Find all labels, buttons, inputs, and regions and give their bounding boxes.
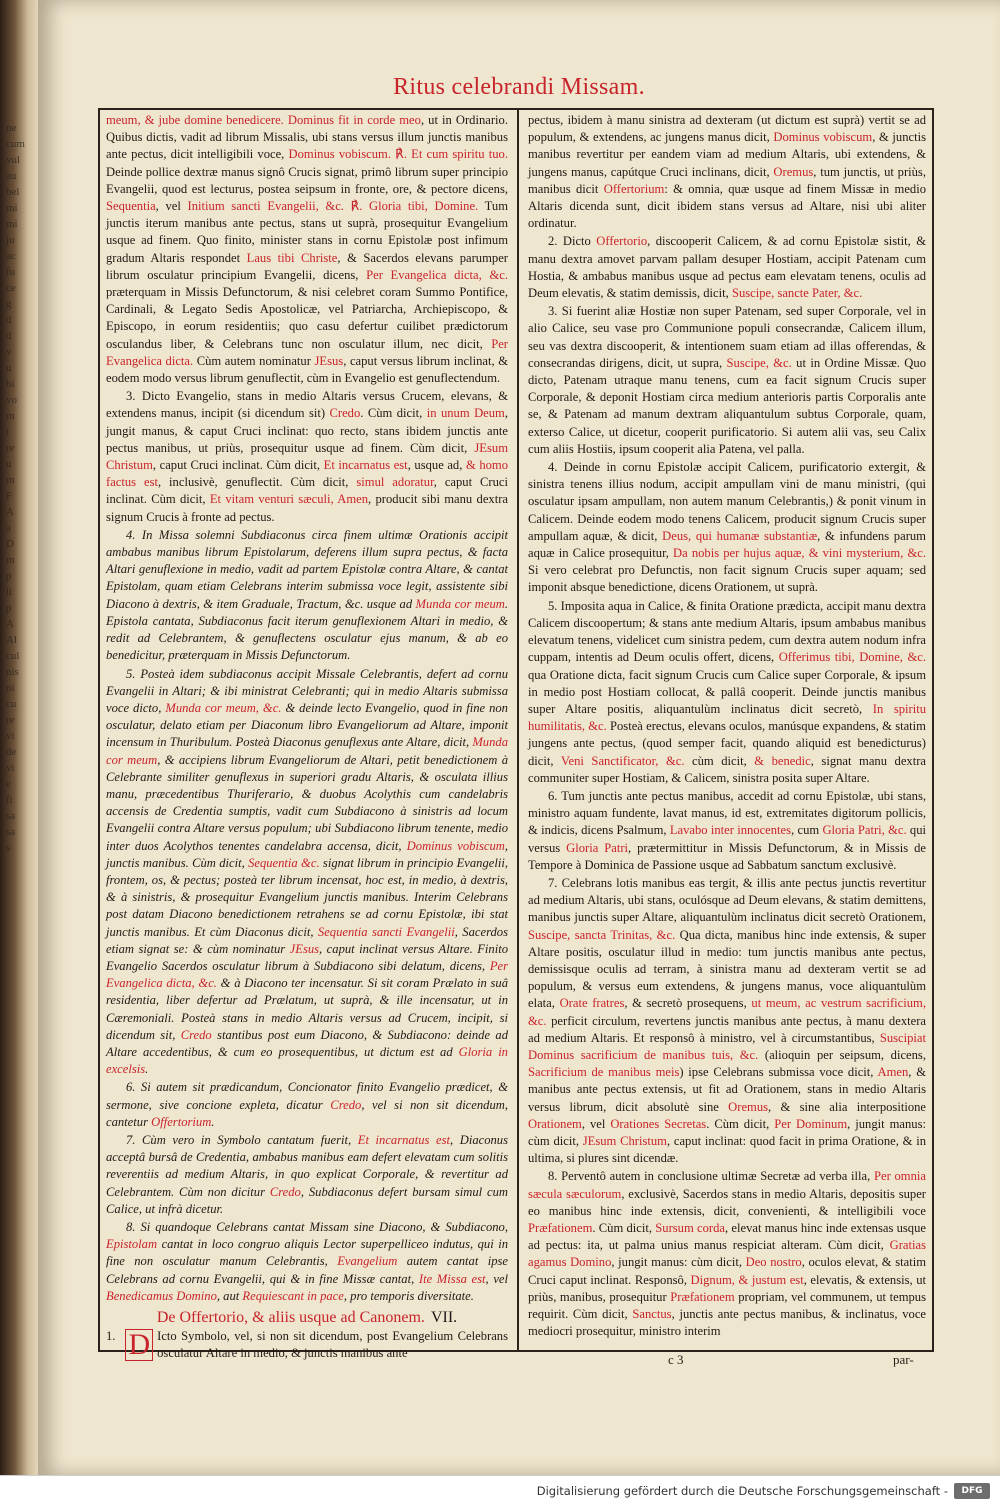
body-text: . Cùm dicit, — [592, 1221, 656, 1235]
rubric-text: Suscipe, sancte Pater, &c. — [731, 286, 863, 301]
rubric-text: Sacrificium de manibus meis — [528, 1065, 680, 1080]
body-text: , caput Cruci inclinat. Cùm dicit, — [152, 458, 324, 473]
rubric-text: Munda cor meum, &c. — [165, 700, 282, 715]
rubric-text: Epistolam — [106, 1237, 158, 1252]
body-text: 6. Si autem sit prædicandum, Concionator finito Evangelio prædicet, & sermone, sive concione expleta, dicatur — [106, 1080, 508, 1112]
body-text: Posteà erectus, elevans oculos, manúsque expandens, & statim jungens ante pectus, (quod semper facit, quando aliquid est benedicturus) dicit, — [528, 719, 926, 768]
book-page — [38, 0, 1000, 1475]
rubric-text: JEsus — [289, 941, 320, 956]
body-text: , vel — [485, 1271, 508, 1286]
rubric-text: ut meum, ac vestrum sacrificium, &c. — [528, 996, 926, 1028]
body-text: , discooperit Calicem, & ad cornu Epistolæ sistit, & manu dextra amovet parvam pallam desuper Hostiam, accipit Patenam cum Hostia, & ambabus manibus usque ad pectus eam elevatam tenens, oculis ad Deum elevatis, & statim demissis, dicit, — [528, 234, 926, 301]
body-text: 8. Si quandoque Celebrans cantat Missam sine Diacono, & Subdiacono, — [126, 1220, 508, 1234]
body-text: , prætermittitur in Missis Defunctorum, & in Missis de Tempore à Dominica de Passione usque ad Sabbatum sanctum exclusivè. — [528, 840, 927, 872]
rubric-text: Et incarnatus est — [357, 1132, 450, 1147]
running-head: Ritus celebrandi Missam. — [393, 74, 645, 100]
rubric-text: Sequentia sancti Evangelii — [317, 924, 455, 939]
body-text: , Sacerdos etiam signat se: & cùm nominatur — [106, 924, 509, 956]
rubric-text: Et incarnatus est — [323, 458, 408, 473]
rubric-text: Per omnia sæcula sæculorum — [528, 1169, 926, 1201]
body-text: , elevatis, & extensis, ut priùs, manibus, prosequitur — [528, 1272, 927, 1304]
body-text: , tum junctis, ut priùs, manibus dicit — [528, 164, 926, 196]
body-text: , jungit manus: cùm dicit, — [611, 1255, 746, 1270]
body-text: , & accipiens librum Evangeliorum de Altari, petit benedictionem à Celebrante similiter genuflexus in superiori gradu Altaris, & osculata illius manu, præcedentibus Thuriferario, & duobus Acolythis cum candelabris accensis de Credentia sumptis, vadit cum Subdiacono à sinistris ad locum Evangelii contra Altare versus populum; ubi Subdiacono librum tenente, medio inter duos Acolythos tenentes candelabra accensa, dicit, — [106, 752, 508, 853]
body-text: , & Sacerdos elevans parumper librum osculatur principium Evangelii, dicens, — [106, 250, 508, 282]
rubric-text: Munda cor meum — [106, 735, 508, 767]
paragraph — [528, 598, 926, 787]
rubric-text: Gratias agamus Domino — [528, 1238, 926, 1270]
body-text: , aut — [216, 1288, 243, 1303]
body-text: , exclusivè, Sacerdos stans in medio Altaris, depositis super eo manibus hinc inde extensis, dicit, convenienti, & intelligibili voce — [528, 1186, 926, 1218]
paragraph — [106, 666, 508, 1079]
body-text: perficit circulum, revertens junctis manibus ante pectus, à manu dextera ad medium Altaris. Et responsô à ministro, vel à circumstantibus, — [528, 1013, 926, 1045]
body-text: , & infundens parum aquæ in Calice prosequitur, — [528, 528, 926, 561]
rubric-text: Oremus — [773, 164, 814, 179]
text-frame — [98, 108, 934, 1362]
paragraph — [106, 1079, 508, 1131]
rubric-text: Dominus vobiscum — [406, 838, 505, 853]
paragraph — [528, 459, 926, 597]
body-text: 3. Si fuerint aliæ Hostiæ non super Patenam, sed super Corporale, vel in alio Calice, seu vase pro Communione populi consecrandæ, Calicem illum, seu vas dextra discooperit, & intentionem suam etiam ad illas offerendas, & consecrandas dirigens, dicit, ut supra, — [528, 304, 926, 370]
footer-credit: Digitalisierung gefördert durch die Deutsche Forschungsgemeinschaft - — [536, 1484, 948, 1498]
body-text: qui versus — [528, 823, 926, 855]
rubric-text: Offertorium — [603, 181, 665, 196]
rubric-text: Munda cor meum — [415, 596, 505, 611]
rubric-text: Orationem — [528, 1116, 582, 1131]
rubric-text: meum, & jube domine benedicere. — [106, 113, 288, 127]
rubric-text: Laus tibi Christe — [246, 250, 338, 265]
rubric-text: Et vitam venturi sæculi, Amen — [209, 492, 369, 507]
rubric-text: Præfationem — [670, 1289, 735, 1304]
paragraph — [528, 788, 926, 874]
body-text: , caput inclinat versus Altare. Finito Evangelio Sacerdos osculatur librum à Subdiacono sibi delatum, dicens, — [106, 941, 508, 973]
body-text: , vel — [155, 199, 188, 214]
body-text: cùm dicit, — [684, 753, 755, 768]
paragraph — [528, 875, 926, 1167]
paragraph — [528, 1168, 926, 1340]
body-text: , inclusivè, genuflectit. Cùm dicit, — [157, 475, 357, 490]
body-text: 8. Perventô autem in conclusione ultimæ Secretæ ad verba illa, — [548, 1169, 874, 1184]
body-text: Deinde pollice dextræ manus signô Crucis signat, primô librum super principio Evangelii, quod est lecturus, postea seipsum in fronte, ore, & pectore dicens, — [106, 164, 508, 196]
paragraph — [106, 1132, 508, 1218]
body-text: , caput versus librum inclinat, & eodem modo versus librum genuflectit, cùm in Evangelio est genuflectendum. — [106, 353, 509, 386]
body-text: præterquam in Missis Defunctorum, & nisi celebret coram Summo Pontifice, Cardinali, & Legato Sedis Apostolicæ, vel Patriarcha, Archiepiscopo, & Episcopo, in eorum residentiis; quo casu defertur cuilibet prædictorum osculandus liber, & Celebrans tunc non osculatur illum, nec dicit, — [106, 285, 508, 351]
rubric-text: Suscipiat Dominus sacrificium de manibus tuis, &c. — [528, 1030, 926, 1062]
rubric-text: Lavabo inter innocentes — [669, 823, 792, 838]
rubric-text: JEsum Christum — [582, 1133, 667, 1148]
body-text: 4. In Missa solemni Subdiaconus circa finem ultimæ Orationis accipit ambabus manibus librum Epistolarum, deferens illum supra pectus, & facta Altari genuflexione in medio, vadit ad partem Epistolæ contra Altare, & cantat Epistolam, quam etiam Celebrans interim submissa voce legit, assistente sibi Diacono à dextris, & item Graduale, Tractum, &c. usque ad — [106, 527, 508, 611]
rubric-text: Dignum, & justum est — [690, 1272, 804, 1287]
body-text: , junctis manibus. Cùm dicit, — [106, 838, 508, 870]
body-text: propriam, vel communem, ut tempus requirit. Cùm dicit, — [528, 1289, 926, 1322]
body-text: 5. Imposita aqua in Calice, & finita Oratione prædicta, accipit manu dextra Calicem discoopertum; & stans ante medium Altaris, ipsum ambabus manibus elevatum tenens, videlicet cum sinistra pedem, cum dextra autem nodum infra cuppam, intentis ad Deum oculis offert, dicens, — [528, 598, 926, 665]
section-title — [106, 1309, 508, 1326]
body-text: autem cantat ipse Celebrans ad cornu Evangelii, qui & in fine Missæ cantat, — [106, 1254, 508, 1286]
body-text: : & omnia, quæ usque ad finem Missæ in medio Altaris dicenda sunt, dicit ibidem stans versus ad Altare, nisi ubi aliter ordinatur. — [528, 181, 926, 231]
rubric-text: Deus, qui humanæ substantiæ — [662, 528, 818, 543]
body-text: 4. Deinde in cornu Epistolæ accipit Calicem, purificatorio extergit, & sinistra tenens illius nodum, accipit ampullam vini de manu ministri, (qui osculatur ipsam ampullam, non autem manum Celebrantis,) & ponit vinum in Calicem. Deinde eodem modo tenens Calicem, producit signum Crucis super ampullam aquæ, & dicit, — [528, 460, 926, 543]
rubric-text: in unum Deum — [426, 406, 505, 421]
rubric-text: Præfationem — [528, 1221, 593, 1235]
paragraph — [106, 1328, 508, 1362]
body-text: , caput Cruci inclinat. Cùm dicit, — [106, 475, 509, 507]
rubric-text: Credo — [269, 1184, 301, 1199]
rubric-text: Sequentia — [106, 199, 156, 214]
rubric-text: & homo factus est — [106, 458, 508, 490]
rubric-text: Per Evangelica dicta, &c. — [106, 958, 508, 991]
footer-bar — [0, 1475, 1000, 1506]
catchword: par- — [893, 1352, 914, 1367]
body-text: , jungit manus, & caput Cruci inclinat: quo recto, stans ibidem junctis ante pectus manibus, ut priùs, prosequitur usque ad finem. Cùm dicit, — [106, 406, 509, 455]
rubric-text: Orationes Secretas — [610, 1116, 707, 1131]
paragraph — [528, 303, 926, 458]
rubric-text: Sursum corda — [655, 1221, 725, 1235]
body-text: qua Oratione dicta, facit signum Crucis cum Calice super Corporale, & ipsum in medio post Hostiam collocat, & pallâ cooperit. Deinde junctis manibus super Altare positis, aliquantulùm inclinatus dicit secretò, — [528, 667, 926, 716]
rubric-text: & benedic — [754, 753, 811, 768]
body-text: , & manibus ante pectus extensis, ut fit ad Orationem, stans in medio Altaris versus librum, dicit absolutè sine — [528, 1065, 926, 1114]
body-text: (alioquin per seipsum, dicens, — [758, 1047, 926, 1062]
paragraph-body — [157, 1329, 508, 1360]
column-rule — [517, 110, 519, 1350]
rubric-text: Ite Missa est — [418, 1271, 486, 1286]
body-text: Tum junctis iterum manibus ante pectus, stans ut suprà, prosequitur Evangelium usque ad finem. Quo finito, minister stans in cornu Epistolæ post infimum gradum Altaris respondet — [106, 199, 508, 265]
paragraph — [106, 112, 508, 387]
rubric-text: Gloria Patri — [566, 840, 629, 855]
body-text: , ut in Ordinario. Quibus dictis, vadit ad librum Missalis, ubi stans versus illum junctis manibus ante pectus, dicit intelligibili voce, — [106, 113, 508, 162]
rubric-text: Amen — [877, 1065, 909, 1080]
rubric-text: Per Evangelica dicta, &c. — [366, 267, 508, 282]
dfg-logo: DFG — [954, 1483, 990, 1499]
rubric-text: In spiritu humilitatis, &c. — [528, 701, 927, 734]
body-text: 3. Dicto Evangelio, stans in medio Altaris versus Crucem, elevans, & extendens manus, incipit (si dicendum sit) — [106, 389, 508, 421]
rubric-text: Deo nostro — [745, 1255, 802, 1270]
paragraph — [528, 112, 926, 232]
body-text: 5. Posteà idem subdiaconus accipit Missale Celebrantis, defert ad cornu Evangelii in Altari; & ibi ministrat Celebranti; qui in medio Altaris submissa voce dicto, — [106, 666, 508, 715]
body-text: 7. Cùm vero in Symbolo cantatum fuerit, — [126, 1132, 358, 1147]
body-text: ut in Ordine Missæ. Quo dicto, Patenam utraque manu tenens, cum ea facit signum Crucis super Corporale, & deponit Hostiam circa medium anterioris partis Corporalis ante se, & Patenam ad manum dextram aliquantulum subtus Corporale, quam, exterso Calice, ut dicetur, cooperit purificatorio. Si autem alii vas, seu Calix cum aliis Hostiis, ipsum cooperit alia Patena, vel palla. — [528, 355, 926, 456]
rubric-text: Suscipe, &c. — [726, 355, 792, 370]
rubric-text: Credo — [330, 1097, 362, 1112]
body-text: . Epistola cantata, Subdiaconus facit iterum genuflexionem Altari in medio, & redit ad Celebrantem, & genuflectens osculatur ejus manum, & ab eo benedicitur, præterquam in Missis Defunctorum. — [106, 596, 509, 663]
rubric-text: Sanctus — [632, 1307, 672, 1322]
paragraph — [528, 233, 926, 302]
body-text: , vel — [581, 1116, 611, 1131]
body-text: . Cùm dicit, — [360, 406, 427, 421]
drop-cap: D — [125, 1329, 153, 1361]
body-text: , & sine alia interpositione — [768, 1099, 926, 1114]
body-text: , junctis ante pectus manibus, & inclinatus, voce mediocri prosequitur, ministro interim — [528, 1307, 927, 1339]
body-text: , usque ad, — [407, 458, 466, 473]
body-text: 2. Dicto — [548, 234, 597, 249]
body-text: . — [145, 1062, 149, 1077]
rubric-text: JEsus — [314, 353, 344, 368]
body-text: Si vero celebrat pro Defunctis, non facit signum Crucis super aquam; sed imponit absque benedictione, dicens Orationem, ut suprà. — [528, 563, 926, 595]
body-text: ) ipse Celebrans submissa voce dicit, — [679, 1065, 878, 1080]
section-title-text: De Offertorio, & aliis usque ad Canonem. — [156, 1309, 425, 1327]
body-text: , Diaconus acceptâ bursâ de Credentia, ambabus manibus eam defert elevatam cum solitis reverentiis ad medium Altaris, in quo explicat Corporale, & revertitur ad Celebrantem. Cùm non dicitur — [106, 1132, 508, 1199]
body-text: 6. Tum junctis ante pectus manibus, accedit ad cornu Epistolæ, ubi stans, ministro aquam fundente, lavat manus, id est, extremitates digitorum pollicis, & indicis, dicens Psalmum, — [528, 788, 926, 838]
body-text: . Cùm dicit, — [706, 1116, 775, 1131]
rubric-text: Requiescant in pace — [242, 1288, 344, 1303]
body-text: , oculos elevat, & statim Cruci caput inclinat. Responsô, — [528, 1255, 926, 1287]
paragraph — [106, 388, 508, 526]
rubric-text: Per Evangelica dicta. — [106, 336, 508, 368]
body-text: , vel si non sit dicendum, cantetur — [106, 1097, 509, 1129]
rubric-text: simul adoratur — [356, 475, 434, 490]
rubric-text: Benedicamus Domino — [106, 1288, 217, 1303]
rubric-text: Suscipe, sancta Trinitas, &c. — [528, 927, 676, 942]
rubric-text: Per Dominum — [774, 1116, 848, 1131]
body-text: , Subdiaconus defert bursam simul cum Calice, ut infrà dicetur. — [106, 1184, 508, 1216]
rubric-text: Evangelium — [337, 1254, 398, 1269]
body-text: , jungit manus: cùm dicit, — [528, 1116, 926, 1148]
section-number: VII. — [430, 1309, 458, 1327]
rubric-text: Gloria in excelsis — [106, 1044, 508, 1077]
body-text: Qua dicta, manibus hinc inde extensis, & super Altare positis, osculatur illud in medio: tum junctis manibus ante pectus, demissisque oculis ad terram, à sinistra manu ad dexteram vertit se ad populum, & versus eum extendens, & jungens manus, voce aliquantulùm elata, — [528, 927, 926, 1011]
body-text: . — [211, 1114, 215, 1129]
body-text: 7. Celebrans lotis manibus eas tergit, & illis ante pectus junctis revertitur ad medium Altaris, ubi stans, oculósque ad Deum elevans, & statim demittens, manibus junctis super Altare, aliquantulùm inclinatus dicit secretò Orationem, — [528, 875, 926, 925]
rubric-text: Sequentia &c. — [248, 855, 320, 870]
paragraph — [106, 1219, 508, 1305]
rubric-text: Dominus fit in corde meo — [287, 113, 421, 127]
signature-mark: c 3 — [668, 1352, 684, 1367]
paragraph — [106, 527, 508, 665]
right-column — [528, 112, 926, 1346]
body-text: pectus, ibidem à manu sinistra ad dexteram (ut dictum est suprà) vertit se ad populum, & extendens, ac jungens manus dicit, — [528, 113, 926, 145]
body-text: signat librum in principio Evangelii, frontem, os, & pectus; posteà ter librum incensat, hoc est, in medio, à dextris, & à sinistris, & prosequitur Evangelium junctis manibus. Interim Celebrans post datam Diacono benedictionem retrahens se ad cornu Epistolæ, ibi stat junctis manibus. Et cùm Diaconus dicit, — [106, 855, 508, 939]
body-text: cantat in loco congruo aliquis Lector superpelliceo indutus, qui in fine non osculatur manum Celebrantis, — [106, 1237, 508, 1269]
rubric-text: Credo — [329, 406, 361, 421]
body-text: , caput inclinat: quod facit in prima Oratione, & in ultima, si plures sint dicendæ. — [528, 1133, 926, 1166]
rubric-text: Orate fratres — [559, 996, 625, 1011]
rubric-text: Gloria Patri, &c. — [822, 823, 907, 838]
body-text: stantibus post eum Diacono, & Subdiacono: deinde ad Altare accedentibus, & cum eo prosequentibus, ut dictum est ad — [106, 1027, 508, 1059]
body-text: , & secretò prosequens, — [624, 996, 752, 1011]
rubric-text: JEsum Christum — [106, 440, 508, 473]
body-text: & deinde lecto Evangelio, quod in fine non osculatur, delato etiam per Diaconum libro Evangeliorum ad Altare, imponit incensum in Thuribulum. Posteà Diaconus genuflexus ante Altare, dicit, — [106, 700, 508, 750]
body-text: Cùm autem nominatur — [193, 353, 315, 368]
body-text: , & junctis manibus revertitur per eandem viam ad medium Altaris, ubi extendens, & jungens manus, capútque Cruci inclinans, dicit, — [528, 130, 926, 179]
paragraph-number: 1. — [106, 1329, 116, 1344]
body-text: , elevat manus hinc inde extensas usque ad pectus: ita, ut palma unius manus respiciat alteram. Cùm dicit, — [528, 1221, 926, 1253]
rubric-text: Oremus — [728, 1099, 769, 1114]
body-text: Icto Symbolo, vel, si non sit dicendum, post Evangelium Celebrans osculatur Altare in medio, & junctis manibus ante — [157, 1329, 508, 1361]
rubric-text: Da nobis per hujus aquæ, & vini mysterium, &c. — [673, 546, 926, 561]
rubric-text: Credo — [180, 1027, 212, 1042]
rubric-text: Veni Sanctificator, &c. — [560, 753, 685, 768]
body-text: , signat manu dextra communiter super Hostiam, & Calicem, sinistra posita super Altare. — [528, 753, 926, 785]
rubric-text: Offertorio — [596, 234, 648, 249]
rubric-text: Initium sancti Evangelii, &c. ℟. Gloria tibi, Domine. — [187, 199, 479, 214]
book-binding — [0, 0, 40, 1475]
rubric-text: Offerimus tibi, Domine, &c. — [778, 650, 926, 665]
body-text: & à Diacono ter incensatur. Si sit coram Prælato in suâ residentia, liber defertur ad Prælatum, ut suprà, & ille incensatur, ut in Cæremoniali. Posteà stans in medio Altaris versus ad Crucem, incipit, si dicendum sit, — [106, 976, 508, 1042]
rubric-text: Dominus vobiscum. ℟. Et cum spiritu tuo. — [288, 147, 508, 162]
adjacent-page-text: ne cum vul au bel mi mi ju ac fu ce g d d v u bi vo m t re u m F A a D m p li p A Al cul nis ni cu re vi de vi e fi sa sa s — [6, 122, 25, 854]
left-column — [106, 112, 509, 1362]
rubric-text: Dominus vobiscum — [773, 130, 873, 145]
rubric-text: Offertorium — [151, 1114, 212, 1129]
body-text: , pro temporis diversitate. — [343, 1288, 474, 1303]
body-text: , cum — [791, 823, 823, 838]
body-text: , producit sibi manu dextra signum Crucis à fronte ad pectus. — [106, 492, 508, 524]
